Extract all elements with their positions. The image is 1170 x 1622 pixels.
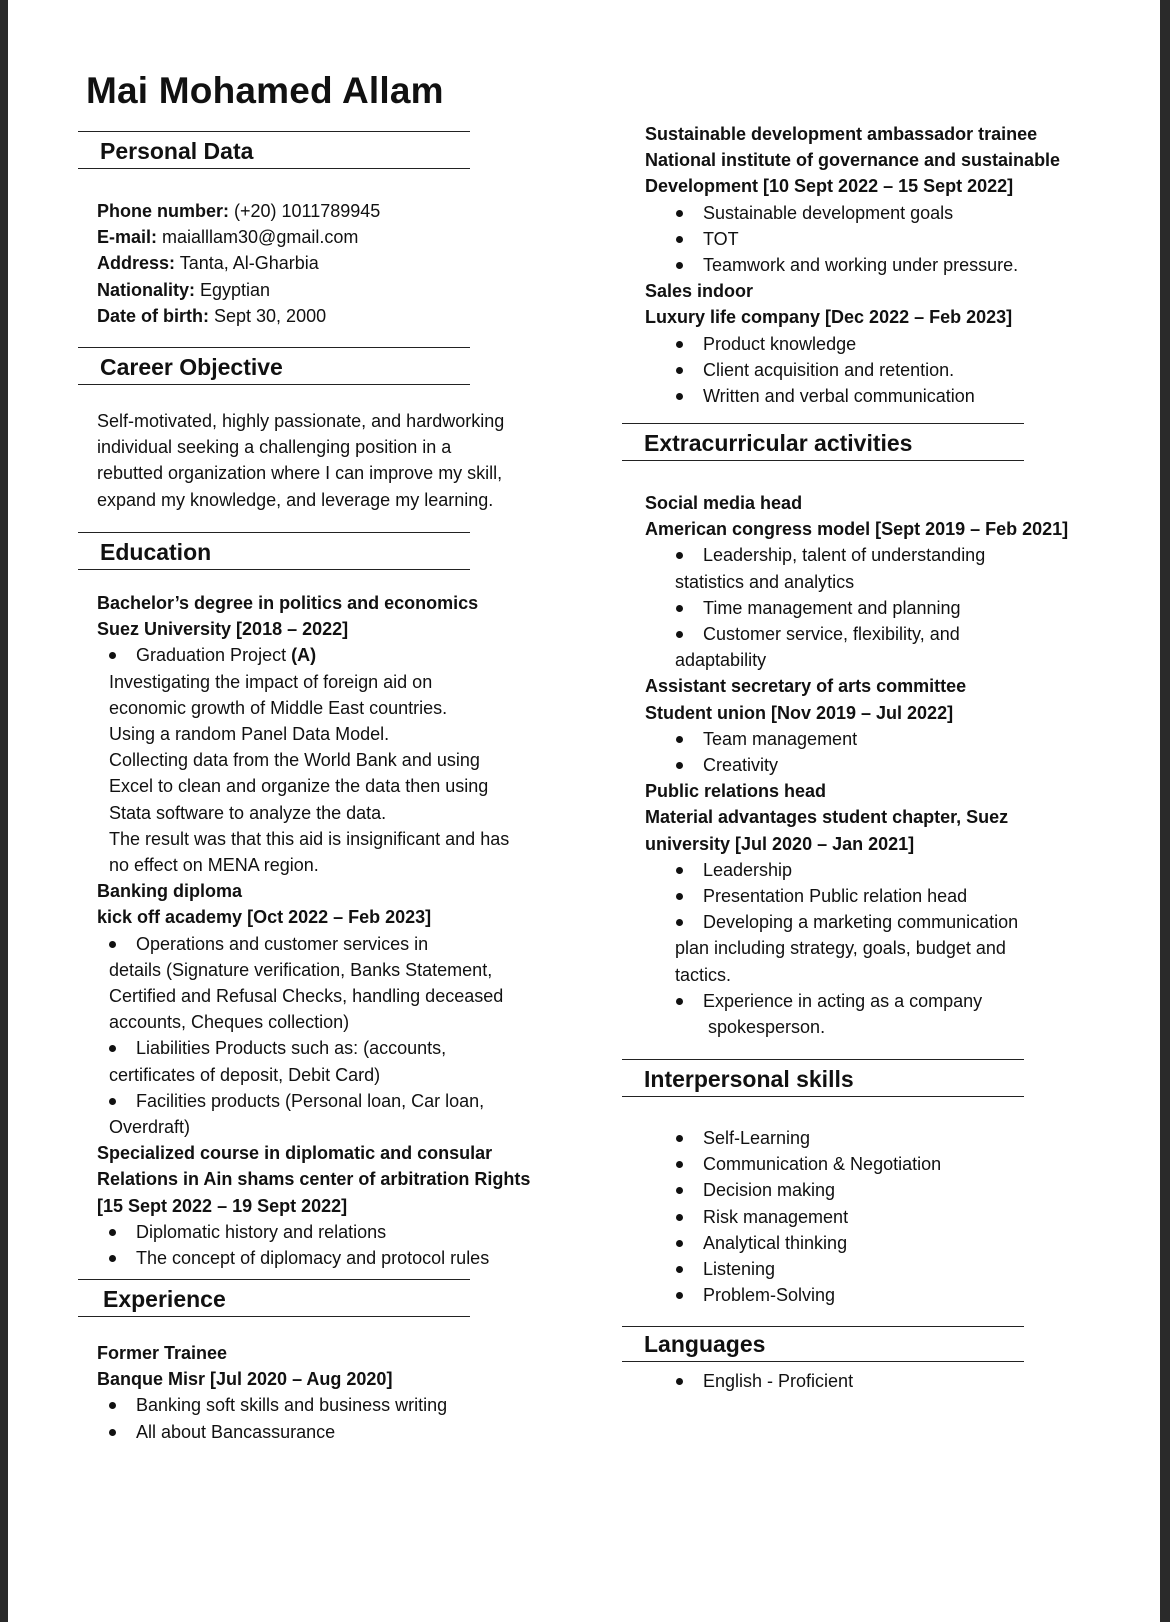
phone-row: Phone number: (+20) 1011789945 <box>97 201 381 221</box>
list-item: Creativity <box>645 752 1115 778</box>
list-item: Liabilities Products such as: (accounts, <box>97 1035 547 1061</box>
list-item: Diplomatic history and relations <box>97 1219 547 1245</box>
project-list <box>97 642 547 668</box>
section-title: Interpersonal skills <box>644 1066 854 1092</box>
list-item: Operations and customer services in <box>97 931 547 957</box>
resume-page <box>8 0 1160 1622</box>
banking-list <box>97 1035 547 1061</box>
section-title: Experience <box>103 1286 226 1312</box>
pr-list <box>645 857 1115 936</box>
skills-block <box>645 1125 941 1308</box>
role-org: American congress model [Sept 2019 – Feb 2021] <box>645 519 1069 540</box>
project-description: Investigating the impact of foreign aid on economic growth of Middle East countries. Using a random Panel Data Model. Collecting data from the World Bank and using Excel to clean and organize the data then using Stata software to analyze the data. The result was that this aid is insignificant and has no effect on MENA region. <box>109 671 510 876</box>
role-org: National institute of governance and sustainable <box>645 150 1061 171</box>
list-item: Communication & Negotiation <box>645 1151 941 1177</box>
banking-title: Banking diploma <box>97 881 243 902</box>
role-org: Development [10 Sept 2022 – 15 Sept 2022] <box>645 176 1014 197</box>
section-career-objective <box>78 347 470 385</box>
list-item: Written and verbal communication <box>645 383 1115 409</box>
degree-title: Bachelor’s degree in politics and economics <box>97 593 479 613</box>
role-title: Assistant secretary of arts committee <box>645 676 967 697</box>
candidate-name: Mai Mohamed Allam <box>86 70 444 111</box>
list-item: Decision making <box>645 1177 941 1203</box>
list-item: Leadership, talent of understanding <box>645 542 1115 568</box>
list-item-continuation: certificates of deposit, Debit Card) <box>109 1064 381 1085</box>
personal-data-list <box>97 198 380 329</box>
list-item: Developing a marketing communication <box>645 909 1115 935</box>
role-title: Former Trainee <box>97 1343 228 1363</box>
objective-text: Self-motivated, highly passionate, and hardworking individual seeking a challenging position in a rebutted organization where I can improve my skill, expand my knowledge, and leverage my learning. <box>97 411 505 510</box>
role-org: Luxury life company [Dec 2022 – Feb 2023] <box>645 307 1013 328</box>
email-row: E-mail: maialllam30@gmail.com <box>97 227 359 248</box>
nationality-row: Nationality: Egyptian <box>97 279 271 300</box>
list-item-continuation: Overdraft) <box>109 1117 191 1138</box>
role-org: Material advantages student chapter, Suez <box>645 807 1009 828</box>
section-title: Languages <box>644 1331 766 1357</box>
section-title: Education <box>100 539 212 565</box>
list-item-continuation: statistics and analytics <box>675 571 855 592</box>
course-title: Relations in Ain shams center of arbitration Rights <box>97 1169 531 1190</box>
degree-school: Suez University [2018 – 2022] <box>97 619 349 640</box>
list-item: Sustainable development goals <box>675 200 1115 226</box>
list-item: Client acquisition and retention. <box>645 357 1115 383</box>
course-dates: [15 Sept 2022 – 19 Sept 2022] <box>97 1195 348 1216</box>
list-item: Listening <box>645 1256 941 1282</box>
banking-school: kick off academy [Oct 2022 – Feb 2023] <box>97 907 432 928</box>
languages-list <box>645 1368 853 1394</box>
list-item: The concept of diplomacy and protocol rules <box>97 1245 547 1271</box>
section-title: Personal Data <box>100 138 254 164</box>
skills-list <box>645 1125 941 1308</box>
list-item: Risk management <box>645 1204 941 1230</box>
list-item: Problem-Solving <box>645 1282 941 1308</box>
course-title: Specialized course in diplomatic and consular <box>97 1143 493 1164</box>
list-item: Team management <box>645 726 1115 752</box>
list-item: All about Bancassurance <box>97 1419 447 1445</box>
list-item: Teamwork and working under pressure. <box>675 252 1115 278</box>
section-extracurricular <box>622 423 1024 461</box>
role-org: Student union [Nov 2019 – Jul 2022] <box>645 702 954 723</box>
course-list <box>97 1219 547 1271</box>
banking-list <box>97 931 547 957</box>
banking-list <box>97 1088 547 1114</box>
arts-list <box>645 726 1115 778</box>
role-org: university [Jul 2020 – Jan 2021] <box>645 833 915 854</box>
experience-list <box>97 1392 447 1444</box>
section-personal-data <box>78 131 470 169</box>
list-item: Banking soft skills and business writing <box>97 1392 447 1418</box>
sales-list <box>645 331 1115 410</box>
list-item: English - Proficient <box>645 1368 853 1394</box>
dob-row: Date of birth: Sept 30, 2000 <box>97 305 327 326</box>
social-list <box>645 595 1115 647</box>
list-item-continuation: plan including strategy, goals, budget and <box>675 938 1006 959</box>
section-title: Career Objective <box>100 354 283 380</box>
list-item: Facilities products (Personal loan, Car loan, <box>97 1088 547 1114</box>
list-item: TOT <box>675 226 1115 252</box>
ambassador-block <box>645 121 1115 409</box>
list-item: Leadership <box>645 857 1115 883</box>
languages-block <box>645 1368 853 1394</box>
list-item-continuation: details (Signature verification, Banks Statement, Certified and Refusal Checks, handling deceased accounts, Cheques collection) <box>109 959 504 1033</box>
role-title: Sustainable development ambassador trainee <box>645 124 1038 144</box>
list-item: Experience in acting as a company <box>645 988 1115 1014</box>
list-item-continuation: spokesperson. <box>708 1017 826 1038</box>
role-org: Banque Misr [Jul 2020 – Aug 2020] <box>97 1369 393 1390</box>
list-item-continuation: tactics. <box>675 964 732 985</box>
list-item: Analytical thinking <box>645 1230 941 1256</box>
role-title: Public relations head <box>645 781 827 802</box>
list-item: Time management and planning <box>645 595 1115 621</box>
list-item: Presentation Public relation head <box>645 883 1115 909</box>
role-title: Sales indoor <box>645 281 754 302</box>
list-item: Graduation Project (A) <box>97 642 547 668</box>
section-education <box>78 532 470 570</box>
section-languages <box>622 1326 1024 1362</box>
list-item-continuation: adaptability <box>675 650 767 671</box>
section-experience <box>78 1279 470 1317</box>
section-interpersonal-skills <box>622 1059 1024 1097</box>
address-row: Address: Tanta, Al-Gharbia <box>97 253 319 274</box>
list-item: Product knowledge <box>645 331 1115 357</box>
list-item: Customer service, flexibility, and <box>645 621 1115 647</box>
pr-list <box>645 988 1115 1014</box>
education-block <box>97 590 547 1271</box>
section-title: Extracurricular activities <box>644 430 913 456</box>
extracurricular-block <box>645 490 1115 1040</box>
experience-block <box>97 1340 447 1445</box>
role-title: Social media head <box>645 493 803 513</box>
social-list <box>645 542 1115 568</box>
ambassador-list <box>645 200 1115 279</box>
list-item: Self-Learning <box>645 1125 941 1151</box>
